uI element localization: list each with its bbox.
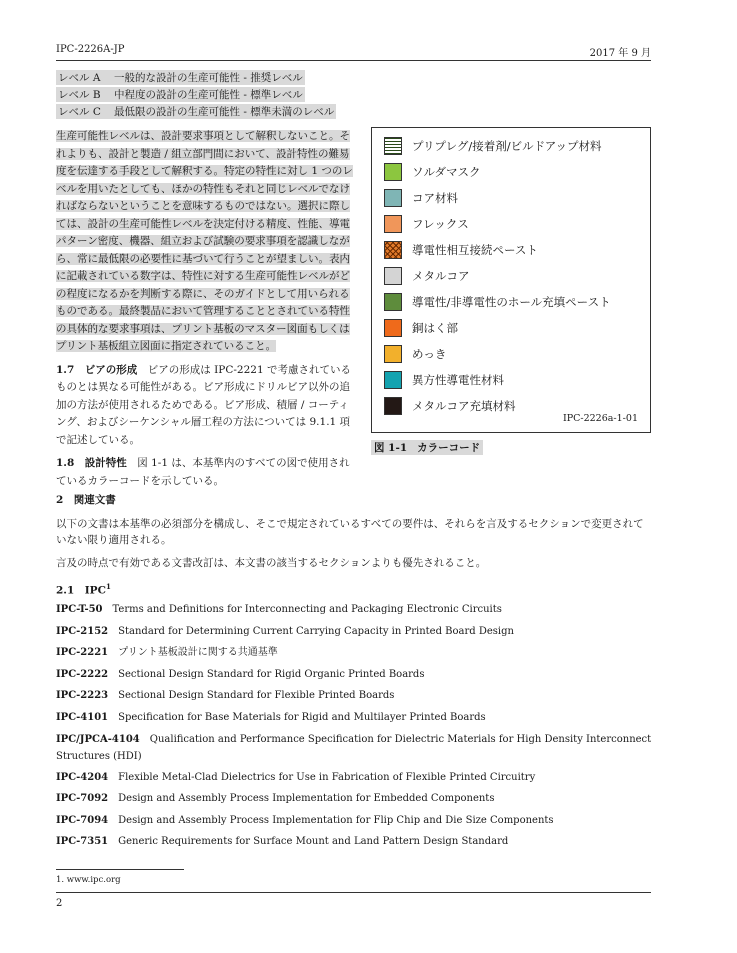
color-code-item: メタルコア充填材料	[384, 396, 516, 416]
footnote: 1. www.ipc.org	[56, 875, 121, 885]
reference-item: IPC-7094 Design and Assembly Process Implementation for Flip Chip and Die Size Components	[56, 815, 554, 826]
color-swatch	[384, 163, 402, 181]
color-swatch	[384, 397, 402, 415]
color-code-item: フレックス	[384, 214, 469, 234]
level-text: 一般的な設計の生産可能性 - 推奨レベル	[114, 72, 303, 84]
section-title: 1.7 ビアの形成	[56, 363, 138, 376]
header-rule	[56, 60, 651, 61]
crosshatch-swatch	[384, 241, 402, 259]
color-code-item: 導電性相互接続ペースト	[384, 240, 538, 260]
reference-item: IPC-2152 Standard for Determining Current Carrying Capacity in Printed Board Design	[56, 626, 514, 637]
level-text: 中程度の設計の生産可能性 - 標準レベル	[114, 89, 303, 101]
color-swatch	[384, 189, 402, 207]
level-tag: レベル B	[58, 89, 101, 101]
section-text: 図 1-1 は、本基準内のすべての図で使用されているカラーコードを示している。	[56, 457, 350, 487]
color-code-item: コア材料	[384, 188, 458, 208]
section-title: 1.8 設計特性	[56, 457, 127, 469]
footnote-ref: 1	[105, 582, 111, 591]
reference-item: IPC-4101 Specification for Base Materials for Rigid and Multilayer Printed Boards	[56, 712, 486, 723]
footer-rule	[56, 892, 651, 893]
level-b-line	[56, 87, 305, 102]
header-doc-id: IPC-2226A-JP	[56, 44, 125, 55]
figure-id: IPC-2226a-1-01	[562, 413, 638, 424]
level-text: 最低限の設計の生産可能性 - 標準未満のレベル	[114, 106, 335, 118]
color-code-figure	[371, 127, 651, 433]
page-number: 2	[56, 898, 63, 909]
level-tag: レベル C	[58, 106, 101, 118]
color-code-item: 異方性導電性材料	[384, 370, 504, 390]
color-swatch	[384, 215, 402, 233]
reference-item: IPC-2222 Sectional Design Standard for Rigid Organic Printed Boards	[56, 669, 425, 680]
section-2-1-title: 2.1 IPC$^1$	[56, 582, 111, 597]
color-code-item: 導電性/非導電性のホール充填ペースト	[384, 292, 611, 312]
color-code-item: メタルコア	[384, 266, 470, 286]
section-2-para2: 言及の時点で有効である文書改訂は、本文書の該当するセクションよりも優先されること。	[56, 557, 487, 569]
color-swatch	[384, 267, 402, 285]
reference-item: IPC-2223 Sectional Design Standard for Flexible Printed Boards	[56, 690, 395, 701]
reference-item: IPC-7092 Design and Assembly Process Implementation for Embedded Components	[56, 793, 495, 804]
color-code-item: ソルダマスク	[384, 162, 481, 182]
color-swatch	[384, 293, 402, 311]
section-2-title: 2 関連文書	[56, 494, 116, 506]
level-c-line	[56, 104, 336, 119]
section-1-7	[56, 362, 356, 450]
color-code-item: めっき	[384, 344, 446, 364]
reference-item: IPC-4204 Flexible Metal-Clad Dielectrics for Use in Fabrication of Flexible Printed Circuitry	[56, 772, 536, 783]
hatched-lines-swatch	[384, 137, 402, 155]
level-tag: レベル A	[58, 72, 101, 84]
figure-caption: 図 1-1 カラーコード	[371, 440, 483, 455]
section-1-8	[56, 455, 356, 490]
header-date: 2017 年 9 月	[589, 48, 651, 59]
color-swatch	[384, 345, 402, 363]
color-code-item: 銅はく部	[384, 318, 458, 338]
color-code-item: プリプレグ/接着剤/ビルドアップ材料	[384, 136, 601, 156]
manufacturability-paragraph: 生産可能性レベルは、設計要求事項として解釈しないこと。それよりも、設計と製造 / 組立部門間において、設計特性の難易度を伝達する手段として解釈する。特定の特性に対し 1 つのレベルを用いたとしても、ほかの特性もそれと同じレベルでなければならないということを意味するものではない。選択に際しては、設計の生産可能性レベルを決定付ける精度、性能、導電パターン密度、機器、組立および試験の要求事項を認識しながら、常に最低限の必要性に基づいて行うことが望ましい。表内に記載されている数字は、特性に対する生産可能性レベルがどの程度になるかを判断する際に、そのガイドとして用いられるものである。最終製品において管理することとされている特性の具体的な要求事項は、プリント基板のマスター図面もしくはプリント基板組立図面に指定されていること。	[56, 130, 353, 352]
reference-item: IPC-2221 プリント基板設計に関する共通基準	[56, 647, 278, 658]
reference-item: IPC/JPCA-4104 Qualification and Performance Specification for Dielectric Materials for High Density Interconnect Structures (HDI)	[56, 734, 652, 762]
color-swatch	[384, 319, 402, 337]
color-swatch	[384, 371, 402, 389]
section-text: ビアの形成は IPC-2221 で考慮されているものとは異なる可能性がある。ビア形成にドリルビア以外の追加の方法が使用されるためである。ビア形成、積層 / コーティング、およびシーケンシャル層工程の方法については 9.1.1 項で記述している。	[56, 363, 351, 446]
reference-item: IPC-T-50 Terms and Definitions for Interconnecting and Packaging Electronic Circuits	[56, 604, 502, 615]
level-a-line	[56, 70, 305, 85]
section-2-para1: 以下の文書は本基準の必須部分を構成し、そこで規定されているすべての要件は、それらを言及するセクションで変更されていない限り適用される。	[56, 518, 644, 546]
reference-item: IPC-7351 Generic Requirements for Surface Mount and Land Pattern Design Standard	[56, 836, 509, 847]
left-column	[56, 128, 356, 490]
footnote-rule	[56, 869, 184, 870]
